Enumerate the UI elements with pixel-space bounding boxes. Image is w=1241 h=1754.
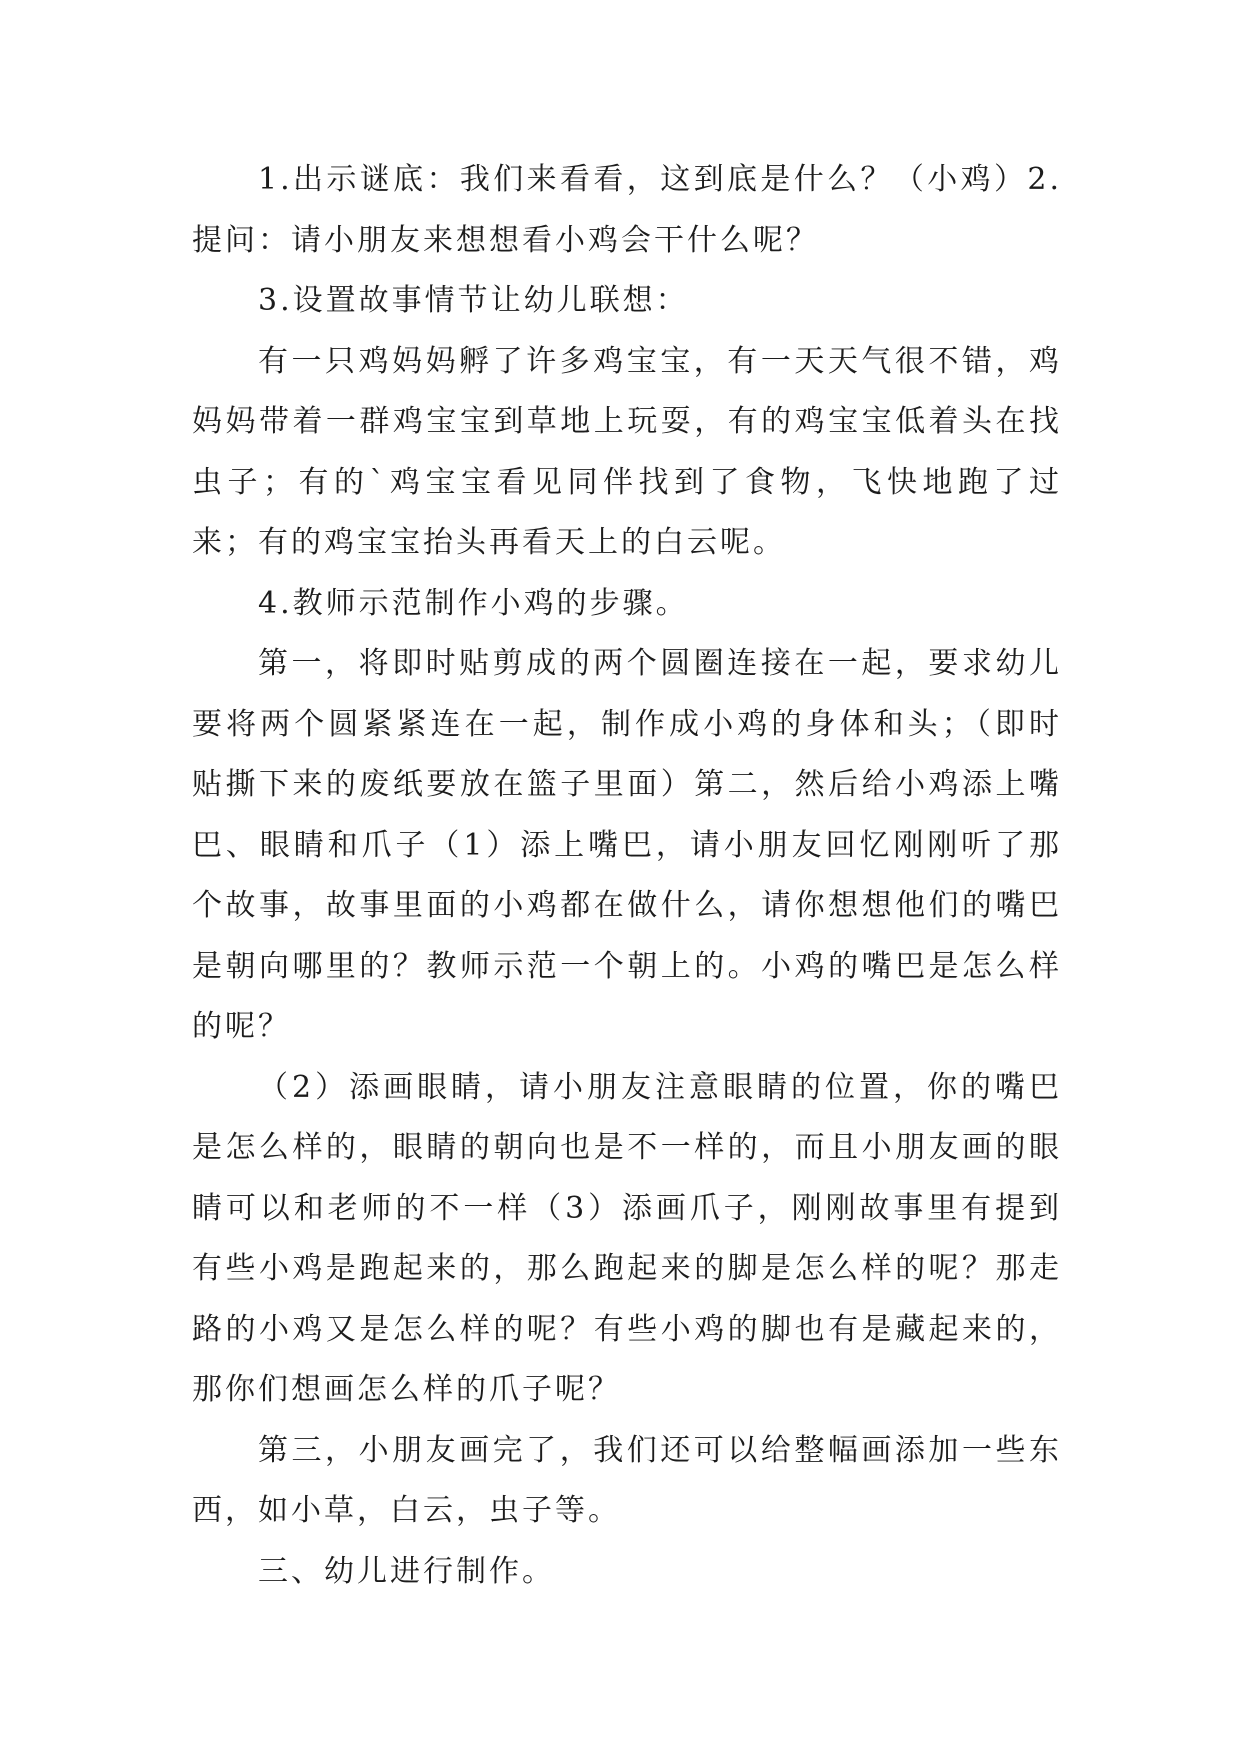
- paragraph-step-4: 4.教师示范制作小鸡的步骤。: [258, 585, 689, 621]
- paragraph-eyes-claws: （2）添画眼睛，请小朋友注意眼睛的位置，你的嘴巴是怎么样的，眼睛的朝向也是不一样的，而且小朋友画的眼睛可以和老师的不一样（3）添画爪子，刚刚故事里有提到有些小鸡是跑起来的，那么跑起来的脚是怎么样的呢？那走路的小鸡又是怎么样的呢？有些小鸡的脚也有是藏起来的，那你们想画怎么样的爪子呢？: [192, 1069, 1062, 1407]
- document-body: [192, 150, 1062, 1602]
- paragraph-third: 第三，小朋友画完了，我们还可以给整幅画添加一些东西，如小草，白云，虫子等。: [192, 1432, 1062, 1528]
- paragraph-first-second: 第一，将即时贴剪成的两个圆圈连接在一起，要求幼儿要将两个圆紧紧连在一起，制作成小鸡的身体和头；（即时贴撕下来的废纸要放在篮子里面）第二，然后给小鸡添上嘴巴、眼睛和爪子（1）添上嘴巴，请小朋友回忆刚刚听了那个故事，故事里面的小鸡都在做什么，请你想想他们的嘴巴是朝向哪里的？教师示范一个朝上的。小鸡的嘴巴是怎么样的呢？: [192, 646, 1062, 1044]
- paragraph-step-1-2: 1.出示谜底：我们来看看，这到底是什么？（小鸡）2.提问：请小朋友来想想看小鸡会干什么呢？: [192, 162, 1062, 258]
- paragraph-section-three: 三、幼儿进行制作。: [258, 1553, 555, 1589]
- paragraph-step-3: 3.设置故事情节让幼儿联想：: [258, 283, 689, 318]
- paragraph-story: 有一只鸡妈妈孵了许多鸡宝宝，有一天天气很不错，鸡妈妈带着一群鸡宝宝到草地上玩耍，有的鸡宝宝低着头在找虫子；有的`鸡宝宝看见同伴找到了食物，飞快地跑了过来；有的鸡宝宝抬头再看天上的白云呢。: [192, 343, 1062, 560]
